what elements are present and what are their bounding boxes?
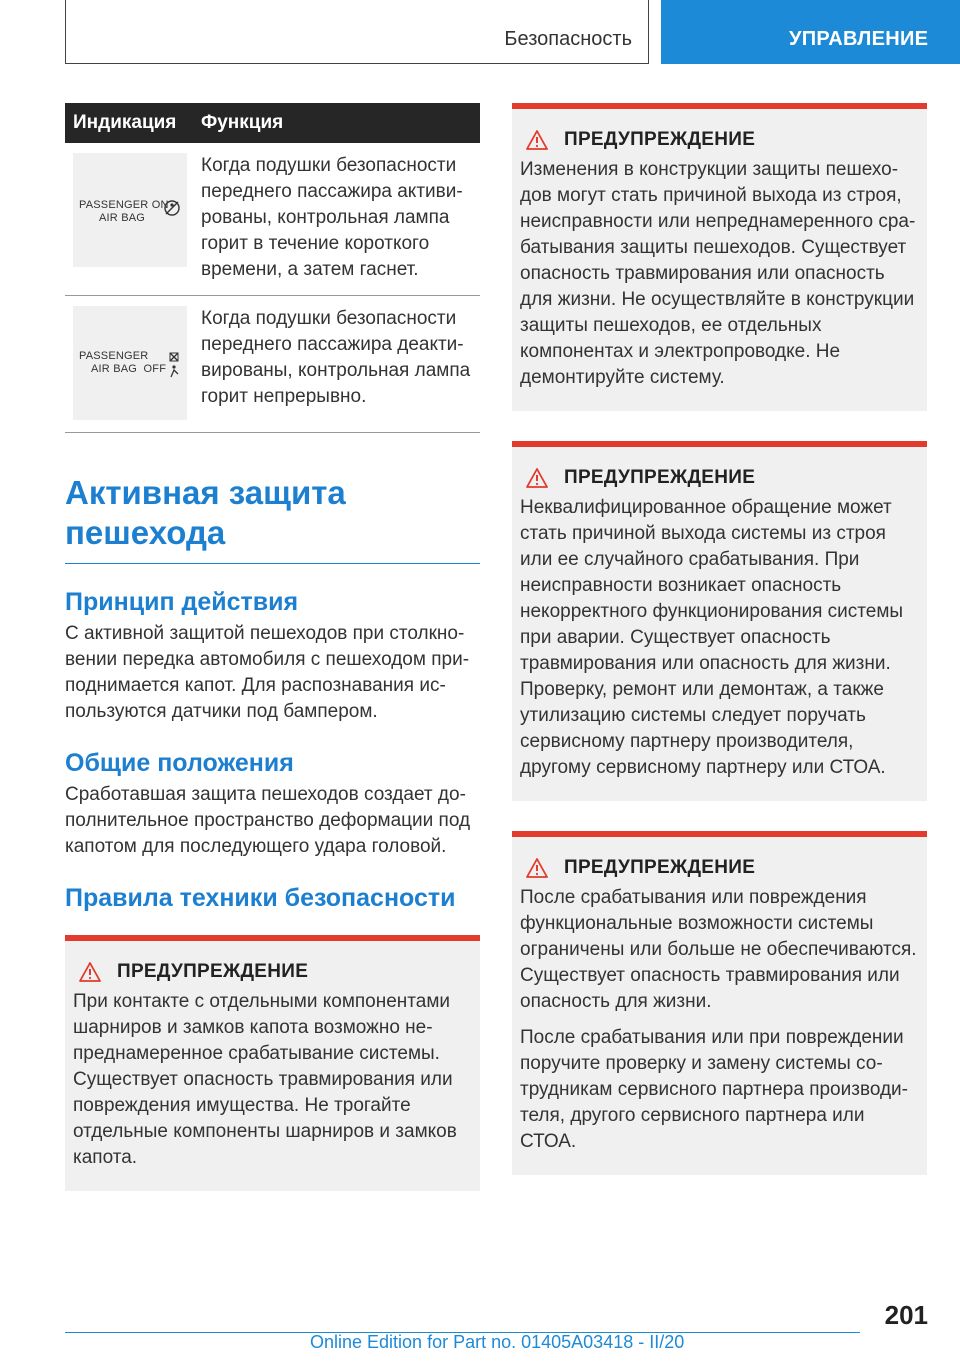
airbag-off-icon — [167, 350, 185, 378]
warning-triangle-icon — [526, 468, 548, 488]
table-header-function: Функция — [195, 103, 480, 143]
table-row — [65, 143, 480, 296]
subsection-title-safety: Правила техники безопасности — [65, 884, 456, 912]
warning-title: ПРЕДУПРЕЖДЕНИЕ — [564, 857, 756, 878]
warning-title: ПРЕДУПРЕЖДЕНИЕ — [564, 467, 756, 488]
table-header-indication: Индикация — [65, 103, 195, 143]
warning-text: Изменения в конструкции защиты пешеходов могут стать причиной выхода из строя, неисправности или непреднамеренного срабатывания защиты пешеходов. Существует опасность травмирования или опасность для жизни. Не осуществляйте в конструкции защиты пешеходов, ее отдельных компонентах и электропроводке. Не демонтируйте систему. — [520, 159, 916, 388]
warning-text: После срабатывания или при повреждении поручите проверку и замену системы сотрудникам сервисного партнера производителя, другого сервисного партнера или СТОА. — [520, 1027, 908, 1152]
warning-triangle-icon — [79, 962, 101, 982]
table-cell-indicator — [65, 143, 195, 296]
table-cell-function: Когда подушки безопасности переднего пассажира деактивированы, контрольная лампа горит непрерывно. — [195, 296, 480, 433]
warning-header — [520, 857, 919, 879]
airbag-on-icon — [163, 199, 181, 217]
subsection-title-principle: Принцип действия — [65, 588, 299, 616]
warning-triangle-icon — [526, 858, 548, 878]
indicator-table — [65, 103, 480, 433]
warning-text: Неквалифицированное обращение может стать причиной выхода системы из строя или ее случайного срабатывания. При неисправности возникает опасность некорректного функционирования системы при аварии. Существует опасность травмирования или опасность для жизни. Проверку, ремонт или демонтаж, а также утилизацию системы следует поручать сервисному партнеру производителя, другому сервисному партнеру или СТОА. — [520, 497, 904, 778]
header-section-box — [65, 0, 649, 64]
warning-title: ПРЕДУПРЕЖДЕНИЕ — [117, 961, 309, 982]
warning-triangle-icon — [526, 130, 548, 150]
warning-header — [520, 467, 919, 489]
warning-text: При контакте с отдельными компонентами шарниров и замков капота возможно непреднамеренное срабатывание системы. Существует опасность травмирования или повреждения имущества. Не трогайте отдельные компоненты шарниров и замков капота. — [73, 991, 457, 1168]
airbag-on-lamp — [73, 153, 187, 267]
subsection-text-principle: С активной защитой пешеходов при столкновении передка автомобиля с пешеходом приподнимается капот. Для распознавания используются датчики под бампером. — [65, 623, 470, 722]
footer-edition: Online Edition for Part no. 01405A03418 - II/20 — [310, 1332, 685, 1352]
right-column — [512, 103, 927, 1175]
warning-box — [512, 831, 927, 1175]
table-cell-indicator — [65, 296, 195, 433]
subsection-text-general: Сработавшая защита пешеходов создает дополнительное пространство деформации под капотом для последующего удара головой. — [65, 784, 471, 857]
warning-box — [512, 441, 927, 801]
header-chapter-title: УПРАВЛЕНИЕ — [789, 28, 929, 50]
page-number: 201 — [884, 1300, 928, 1330]
table-row — [65, 296, 480, 433]
table-cell-function: Когда подушки безопасности переднего пассажира активированы, контрольная лампа горит в течение короткого времени, а затем гаснет. — [195, 143, 480, 296]
header-chapter-tab — [661, 0, 960, 64]
warning-header — [520, 129, 919, 151]
section-title: Активная защита пешехода — [65, 474, 346, 551]
left-column — [65, 103, 480, 1191]
table-header-row — [65, 103, 480, 143]
header-section-title: Безопасность — [504, 28, 632, 50]
warning-header — [73, 961, 472, 983]
section-title-rule — [65, 563, 480, 564]
warning-text: После срабатывания или повреждения функциональные возможности системы ограничены или больше не обеспечиваются. Существует опасность травмирования или опасность для жизни. — [520, 887, 917, 1012]
warning-box — [512, 103, 927, 411]
airbag-off-lamp — [73, 306, 187, 420]
lamp-label-2: AIR BAG OFF — [91, 363, 167, 375]
warning-title: ПРЕДУПРЕЖДЕНИЕ — [564, 129, 756, 150]
lamp-label-2: AIR BAG — [99, 212, 146, 224]
subsection-title-general: Общие положения — [65, 749, 294, 777]
lamp-label-1: PASSENGER ON — [79, 199, 169, 211]
warning-box — [65, 935, 480, 1191]
lamp-label-1: PASSENGER — [79, 350, 149, 362]
